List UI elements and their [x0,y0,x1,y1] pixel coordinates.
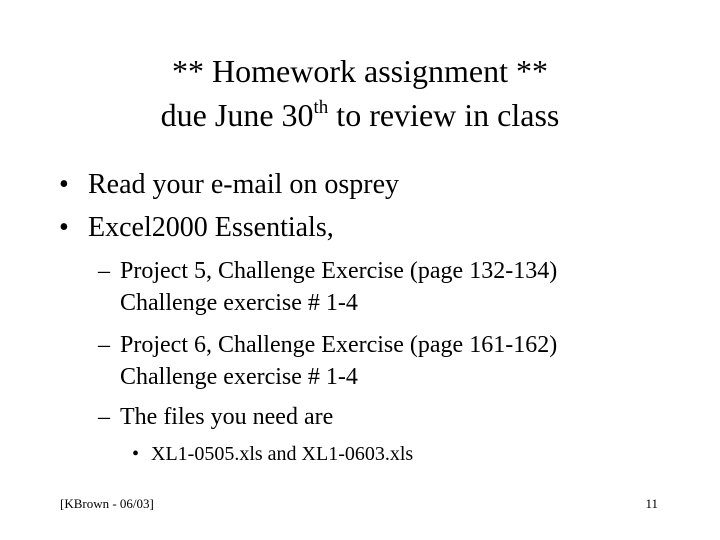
sub-item-files-needed: The files you need are [120,404,334,430]
dash-bullet-icon: – [98,332,110,358]
bullet-item-excel-essentials: Excel2000 Essentials, [88,212,334,243]
bullet-item-read-email: Read your e-mail on osprey [88,169,400,200]
sub-item-project-5-continuation: Challenge exercise # 1-4 [120,290,358,316]
dash-bullet-icon: – [98,404,110,430]
bullet-dot-icon: • [132,443,140,465]
sub-item-project-6-continuation: Challenge exercise # 1-4 [120,364,358,390]
title-date-text: due June 30 [160,97,314,133]
sub-sub-item-file-names: XL1-0505.xls and XL1-0603.xls [151,443,414,465]
bullet-dot-icon: • [59,212,69,243]
sub-item-project-6: Project 6, Challenge Exercise (page 161-162) [120,332,558,358]
slide-title-line-1: ** Homework assignment ** [172,53,548,89]
footer-author-date: [KBrown - 06/03] [60,496,154,511]
bullet-dot-icon: • [59,169,69,200]
dash-bullet-icon: – [98,258,110,284]
title-ordinal-suffix: th [313,97,329,118]
title-remainder-text: to review in class [328,97,560,133]
slide-title-line-2 [0,99,720,131]
sub-item-project-5: Project 5, Challenge Exercise (page 132-134) [120,258,558,284]
footer-page-number: 11 [645,496,658,511]
